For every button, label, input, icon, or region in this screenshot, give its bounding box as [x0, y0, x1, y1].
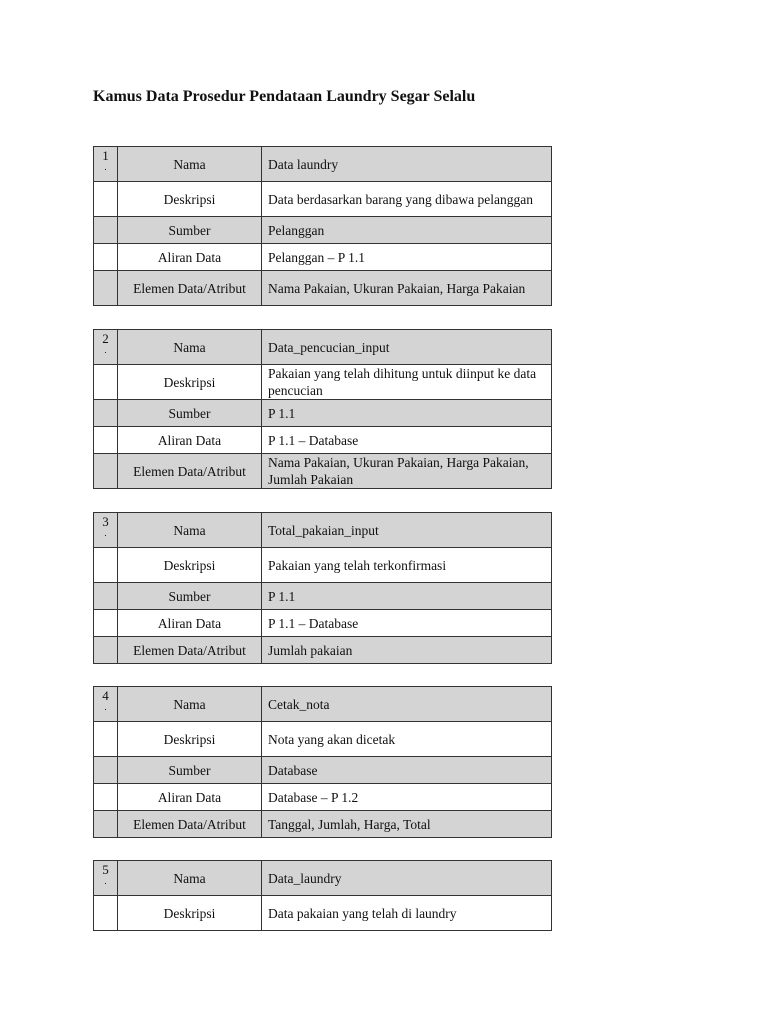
field-value: Pelanggan – P 1.1 — [262, 244, 552, 271]
row-deskripsi — [94, 548, 552, 583]
row-nama — [94, 513, 552, 548]
field-value: Data laundry — [262, 147, 552, 182]
field-label: Nama — [118, 513, 262, 548]
field-value: Data_laundry — [262, 861, 552, 896]
entry-number: 5 . — [94, 861, 118, 896]
field-label: Aliran Data — [118, 427, 262, 454]
field-label: Nama — [118, 861, 262, 896]
field-label: Aliran Data — [118, 610, 262, 637]
field-value: Nama Pakaian, Ukuran Pakaian, Harga Pakaian — [262, 271, 552, 306]
field-label: Deskripsi — [118, 365, 262, 400]
row-nama — [94, 861, 552, 896]
field-label: Aliran Data — [118, 244, 262, 271]
field-label: Deskripsi — [118, 182, 262, 217]
row-sumber — [94, 583, 552, 610]
field-value: Data pakaian yang telah di laundry — [262, 896, 552, 931]
field-value: Data berdasarkan barang yang dibawa pelanggan — [262, 182, 552, 217]
field-value: Total_pakaian_input — [262, 513, 552, 548]
row-aliran-data — [94, 427, 552, 454]
row-nama — [94, 687, 552, 722]
entry-number: 3 . — [94, 513, 118, 548]
field-value: Data_pencucian_input — [262, 330, 552, 365]
field-label: Nama — [118, 147, 262, 182]
row-aliran-data — [94, 784, 552, 811]
field-label: Aliran Data — [118, 784, 262, 811]
row-sumber — [94, 217, 552, 244]
data-dictionary-table-5 — [93, 860, 552, 931]
field-value: Database – P 1.2 — [262, 784, 552, 811]
row-aliran-data — [94, 244, 552, 271]
field-label: Elemen Data/Atribut — [118, 637, 262, 664]
field-label: Nama — [118, 687, 262, 722]
row-nama — [94, 147, 552, 182]
field-label: Nama — [118, 330, 262, 365]
data-dictionary-table-3 — [93, 512, 552, 664]
row-aliran-data — [94, 610, 552, 637]
field-value: Pelanggan — [262, 217, 552, 244]
data-dictionary-table-2 — [93, 329, 552, 489]
entry-number: 1 . — [94, 147, 118, 182]
field-label: Sumber — [118, 400, 262, 427]
field-label: Deskripsi — [118, 722, 262, 757]
field-label: Elemen Data/Atribut — [118, 454, 262, 489]
row-elemen-data — [94, 454, 552, 489]
row-elemen-data — [94, 811, 552, 838]
data-dictionary-table-4 — [93, 686, 552, 838]
row-elemen-data — [94, 271, 552, 306]
row-sumber — [94, 400, 552, 427]
row-deskripsi — [94, 182, 552, 217]
field-value: Nama Pakaian, Ukuran Pakaian, Harga Pakaian, Jumlah Pakaian — [262, 454, 552, 489]
field-value: Tanggal, Jumlah, Harga, Total — [262, 811, 552, 838]
field-label: Deskripsi — [118, 548, 262, 583]
row-deskripsi — [94, 896, 552, 931]
field-label: Elemen Data/Atribut — [118, 811, 262, 838]
row-deskripsi — [94, 365, 552, 400]
row-deskripsi — [94, 722, 552, 757]
page-title: Kamus Data Prosedur Pendataan Laundry Segar Selalu — [93, 88, 476, 105]
field-label: Deskripsi — [118, 896, 262, 931]
entry-number: 4 . — [94, 687, 118, 722]
field-value: Jumlah pakaian — [262, 637, 552, 664]
field-value: P 1.1 – Database — [262, 427, 552, 454]
field-value: Nota yang akan dicetak — [262, 722, 552, 757]
row-sumber — [94, 757, 552, 784]
data-dictionary-table-1 — [93, 146, 552, 306]
field-value: P 1.1 – Database — [262, 610, 552, 637]
field-value: Pakaian yang telah dihitung untuk diinput ke data pencucian — [262, 365, 552, 400]
field-label: Sumber — [118, 217, 262, 244]
field-value: P 1.1 — [262, 400, 552, 427]
entry-number: 2 . — [94, 330, 118, 365]
field-label: Elemen Data/Atribut — [118, 271, 262, 306]
row-nama — [94, 330, 552, 365]
field-value: P 1.1 — [262, 583, 552, 610]
field-label: Sumber — [118, 583, 262, 610]
field-label: Sumber — [118, 757, 262, 784]
row-elemen-data — [94, 637, 552, 664]
field-value: Cetak_nota — [262, 687, 552, 722]
field-value: Pakaian yang telah terkonfirmasi — [262, 548, 552, 583]
field-value: Database — [262, 757, 552, 784]
